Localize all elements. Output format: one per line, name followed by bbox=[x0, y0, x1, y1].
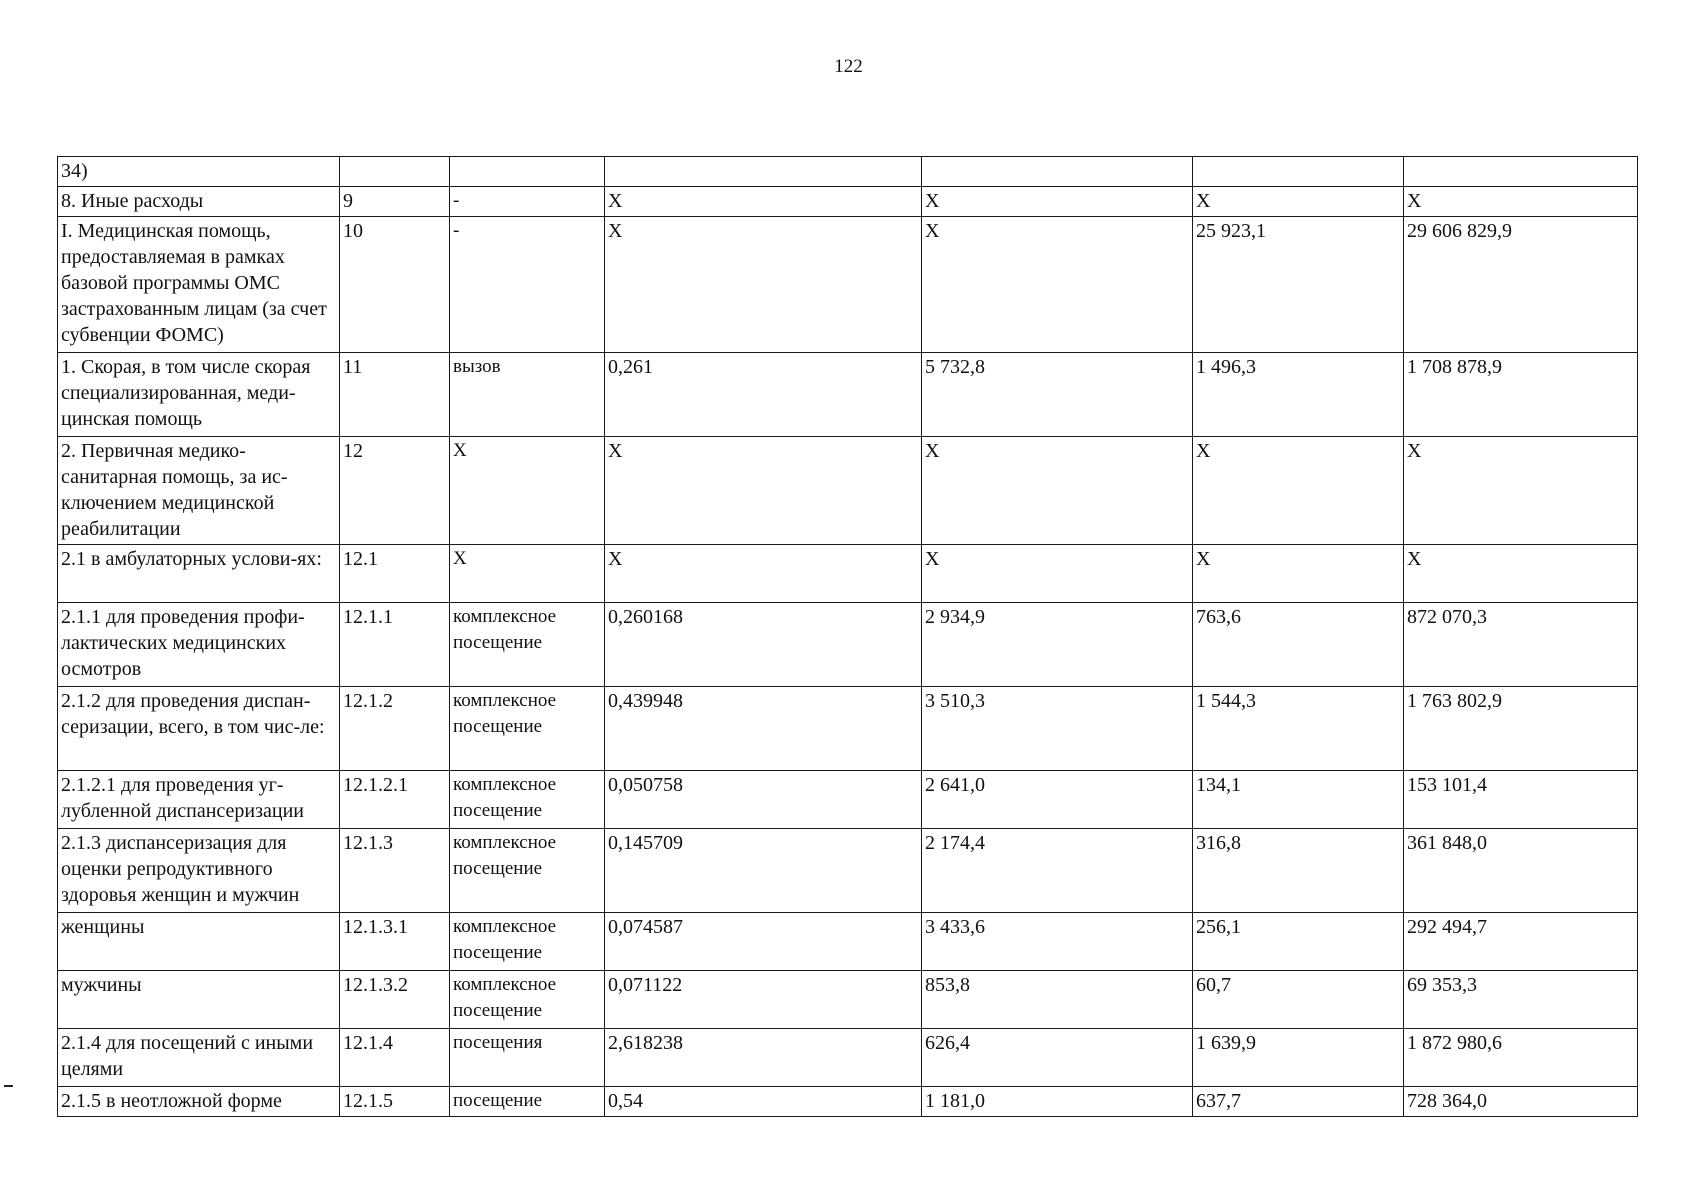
table-row bbox=[58, 545, 1638, 603]
table-row bbox=[58, 1029, 1638, 1087]
value-cell-6: 1 639,9 bbox=[1193, 1029, 1404, 1087]
unit-cell bbox=[450, 157, 605, 187]
value-cell-5: 626,4 bbox=[922, 1029, 1193, 1087]
value-cell-4: 0,261 bbox=[605, 353, 922, 437]
value-cell-4: 0,260168 bbox=[605, 603, 922, 687]
row-code-cell: 12.1.4 bbox=[340, 1029, 450, 1087]
value-cell-4: X bbox=[605, 187, 922, 217]
table-row bbox=[58, 187, 1638, 217]
value-cell-4: 0,145709 bbox=[605, 829, 922, 913]
value-cell-5: 2 641,0 bbox=[922, 771, 1193, 829]
row-code-cell: 10 bbox=[340, 217, 450, 353]
row-code-cell: 12.1.3.2 bbox=[340, 971, 450, 1029]
value-cell-4: 0,074587 bbox=[605, 913, 922, 971]
row-name-cell: 2.1.2.1 для проведения уг-лубленной диспансеризации bbox=[58, 771, 340, 829]
unit-cell: посещения bbox=[450, 1029, 605, 1087]
unit-cell: посещение bbox=[450, 1087, 605, 1117]
unit-cell: X bbox=[450, 545, 605, 603]
value-cell-6: X bbox=[1193, 437, 1404, 545]
value-cell-5: 3 433,6 bbox=[922, 913, 1193, 971]
value-cell-6: 256,1 bbox=[1193, 913, 1404, 971]
value-cell-5 bbox=[922, 157, 1193, 187]
value-cell-7: X bbox=[1404, 187, 1638, 217]
table-row bbox=[58, 971, 1638, 1029]
table-row bbox=[58, 829, 1638, 913]
value-cell-6: 763,6 bbox=[1193, 603, 1404, 687]
value-cell-6: X bbox=[1193, 187, 1404, 217]
row-name-cell: 34) bbox=[58, 157, 340, 187]
row-name-cell: 2.1.5 в неотложной форме bbox=[58, 1087, 340, 1117]
value-cell-6 bbox=[1193, 157, 1404, 187]
row-code-cell: 12.1 bbox=[340, 545, 450, 603]
table-body bbox=[58, 157, 1638, 1117]
value-cell-4: 0,050758 bbox=[605, 771, 922, 829]
value-cell-7 bbox=[1404, 157, 1638, 187]
value-cell-4: 0,439948 bbox=[605, 687, 922, 771]
value-cell-6: 134,1 bbox=[1193, 771, 1404, 829]
row-name-cell: 2.1.1 для проведения профи-лактических медицинских осмотров bbox=[58, 603, 340, 687]
value-cell-6: 1 544,3 bbox=[1193, 687, 1404, 771]
row-code-cell: 12.1.3 bbox=[340, 829, 450, 913]
unit-cell: - bbox=[450, 187, 605, 217]
value-cell-4: 0,54 bbox=[605, 1087, 922, 1117]
value-cell-5: 5 732,8 bbox=[922, 353, 1193, 437]
value-cell-4 bbox=[605, 157, 922, 187]
value-cell-7: X bbox=[1404, 437, 1638, 545]
table-row bbox=[58, 771, 1638, 829]
table-row bbox=[58, 603, 1638, 687]
expenditure-table bbox=[57, 156, 1638, 1117]
value-cell-7: 153 101,4 bbox=[1404, 771, 1638, 829]
unit-cell: - bbox=[450, 217, 605, 353]
value-cell-6: X bbox=[1193, 545, 1404, 603]
row-code-cell: 12.1.5 bbox=[340, 1087, 450, 1117]
row-code-cell: 11 bbox=[340, 353, 450, 437]
row-name-cell: 1. Скорая, в том числе скорая специализированная, меди-цинская помощь bbox=[58, 353, 340, 437]
value-cell-6: 637,7 bbox=[1193, 1087, 1404, 1117]
value-cell-7: 1 872 980,6 bbox=[1404, 1029, 1638, 1087]
table-row bbox=[58, 687, 1638, 771]
value-cell-6: 25 923,1 bbox=[1193, 217, 1404, 353]
value-cell-7: 361 848,0 bbox=[1404, 829, 1638, 913]
margin-mark bbox=[4, 1085, 13, 1087]
page-number: 122 bbox=[834, 56, 863, 77]
value-cell-5: X bbox=[922, 187, 1193, 217]
value-cell-5: 853,8 bbox=[922, 971, 1193, 1029]
value-cell-5: X bbox=[922, 545, 1193, 603]
value-cell-4: X bbox=[605, 217, 922, 353]
value-cell-5: 3 510,3 bbox=[922, 687, 1193, 771]
value-cell-6: 1 496,3 bbox=[1193, 353, 1404, 437]
value-cell-5: 2 934,9 bbox=[922, 603, 1193, 687]
row-code-cell: 12.1.2 bbox=[340, 687, 450, 771]
unit-cell: комплексное посещение bbox=[450, 829, 605, 913]
value-cell-4: X bbox=[605, 437, 922, 545]
table-row bbox=[58, 1087, 1638, 1117]
unit-cell: комплексное посещение bbox=[450, 971, 605, 1029]
value-cell-7: 728 364,0 bbox=[1404, 1087, 1638, 1117]
value-cell-7: 872 070,3 bbox=[1404, 603, 1638, 687]
unit-cell: вызов bbox=[450, 353, 605, 437]
value-cell-7: X bbox=[1404, 545, 1638, 603]
value-cell-4: 2,618238 bbox=[605, 1029, 922, 1087]
row-code-cell: 12.1.3.1 bbox=[340, 913, 450, 971]
row-code-cell: 12.1.1 bbox=[340, 603, 450, 687]
table-row bbox=[58, 217, 1638, 353]
row-name-cell: женщины bbox=[58, 913, 340, 971]
value-cell-4: X bbox=[605, 545, 922, 603]
unit-cell: комплексное посещение bbox=[450, 913, 605, 971]
value-cell-7: 29 606 829,9 bbox=[1404, 217, 1638, 353]
table-row bbox=[58, 913, 1638, 971]
value-cell-7: 1 708 878,9 bbox=[1404, 353, 1638, 437]
table-row bbox=[58, 157, 1638, 187]
value-cell-5: X bbox=[922, 437, 1193, 545]
row-code-cell: 12.1.2.1 bbox=[340, 771, 450, 829]
table-row bbox=[58, 437, 1638, 545]
unit-cell: комплексное посещение bbox=[450, 603, 605, 687]
row-name-cell: 2.1.3 диспансеризация для оценки репродуктивного здоровья женщин и мужчин bbox=[58, 829, 340, 913]
row-name-cell: 2. Первичная медико-санитарная помощь, за ис-ключением медицинской реабилитации bbox=[58, 437, 340, 545]
value-cell-4: 0,071122 bbox=[605, 971, 922, 1029]
value-cell-5: 2 174,4 bbox=[922, 829, 1193, 913]
value-cell-6: 316,8 bbox=[1193, 829, 1404, 913]
row-name-cell: мужчины bbox=[58, 971, 340, 1029]
row-name-cell: 2.1.2 для проведения диспан-серизации, всего, в том чис-ле: bbox=[58, 687, 340, 771]
value-cell-6: 60,7 bbox=[1193, 971, 1404, 1029]
unit-cell: X bbox=[450, 437, 605, 545]
value-cell-5: X bbox=[922, 217, 1193, 353]
table-row bbox=[58, 353, 1638, 437]
value-cell-7: 1 763 802,9 bbox=[1404, 687, 1638, 771]
row-name-cell: I. Медицинская помощь, предоставляемая в рамках базовой программы ОМС застрахованным лицам (за счет субвенции ФОМС) bbox=[58, 217, 340, 353]
row-name-cell: 2.1 в амбулаторных услови-ях: bbox=[58, 545, 340, 603]
row-name-cell: 8. Иные расходы bbox=[58, 187, 340, 217]
unit-cell: комплексное посещение bbox=[450, 771, 605, 829]
value-cell-7: 292 494,7 bbox=[1404, 913, 1638, 971]
row-code-cell: 12 bbox=[340, 437, 450, 545]
value-cell-5: 1 181,0 bbox=[922, 1087, 1193, 1117]
value-cell-7: 69 353,3 bbox=[1404, 971, 1638, 1029]
row-code-cell: 9 bbox=[340, 187, 450, 217]
unit-cell: комплексное посещение bbox=[450, 687, 605, 771]
row-name-cell: 2.1.4 для посещений с иными целями bbox=[58, 1029, 340, 1087]
row-code-cell bbox=[340, 157, 450, 187]
